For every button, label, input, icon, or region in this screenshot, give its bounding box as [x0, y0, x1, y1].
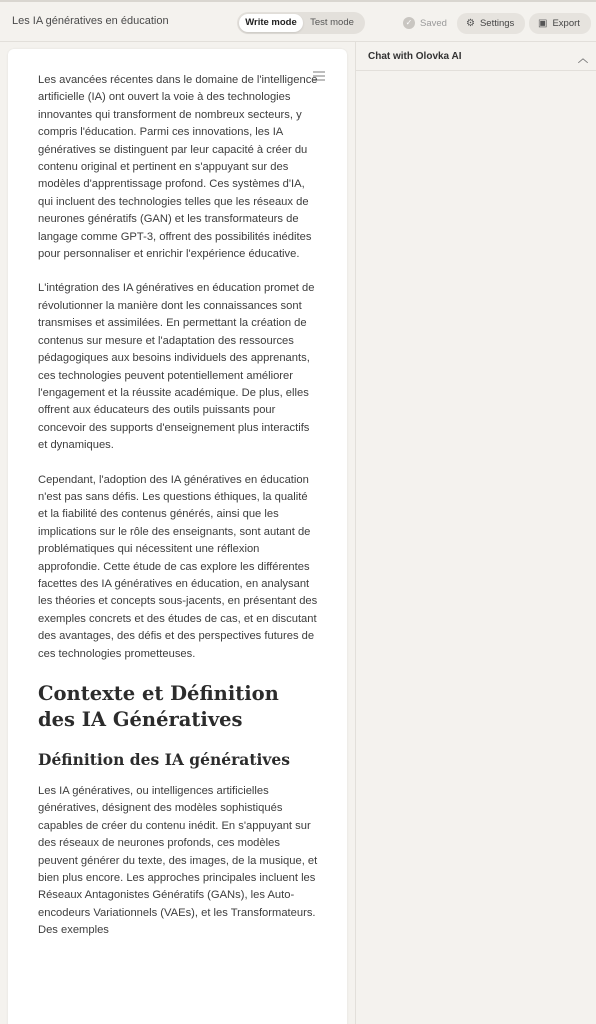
mode-toggle [237, 12, 365, 34]
gear-icon: ⚙ [466, 18, 475, 29]
export-label: Export [552, 18, 580, 29]
settings-label: Settings [479, 18, 515, 29]
top-bar [0, 0, 596, 42]
paragraph[interactable]: Les IA génératives, ou intelligences artificielles génératives, désignent des modèles sophistiqués capables de créer du contenu inédit. En s'appuyant sur des réseaux de neurones profonds, ces modèles peuvent générer du texte, des images, de la musique, et bien plus encore. Les approches principales incluent les Réseaux Antagonistes Génératifs (GANs), les Auto-encodeurs Variationnels (VAEs), et les Transformateurs. Des exemples [38, 785, 318, 937]
export-button[interactable] [529, 13, 591, 34]
saved-label: Saved [420, 17, 447, 29]
editor-card[interactable] [8, 49, 347, 1024]
subsection-heading[interactable]: Définition des IA génératives [38, 750, 290, 769]
test-mode-button[interactable]: Test mode [310, 17, 354, 28]
section-heading[interactable]: Contexte et Définition des IA Génératives [38, 682, 279, 731]
saved-status [403, 17, 447, 29]
paragraph[interactable]: L'intégration des IA génératives en éducation promet de révolutionner la manière dont les connaissances sont transmises et assimilées. En permettant la création de contenus sur mesure et l'adaptation des ressources pédagogiques aux besoins individuels des apprenants, ces technologies peuvent potentiellement améliorer l'engagement et la réussite académique. De plus, elles offrent aux éducateurs des outils puissants pour concevoir des supports d'enseignement plus interactifs et dynamiques. [38, 282, 315, 452]
document-title[interactable]: Les IA génératives en éducation [12, 15, 169, 27]
check-icon: ✓ [403, 17, 415, 29]
paragraph[interactable]: Cependant, l'adoption des IA génératives en éducation n'est pas sans défis. Les questions éthiques, la qualité et la fiabilité des contenus générés, ainsi que les implications sur le rôle des enseignants, sont autant de problématiques qui nécessitent une réflexion approfondie. Cette étude de cas explore les différentes facettes des IA génératives en éducation, en analysant les théories et concepts sous-jacents, en présentant des exemples concrets et des études de cas, et en discutant des avantages, des défis et des perspectives futures de ces technologies prometteuses. [38, 473, 318, 660]
paragraph[interactable]: Les avancées récentes dans le domaine de l'intelligence artificielle (IA) ont ouvert la voie à des technologies innovantes qui transforment de nombreux secteurs, y compris l'éducation. Parmi ces innovations, les IA génératives se distinguent par leur capacité à créer du contenu original et pertinent en s'appuyant sur des modèles d'apprentissage profond. Ces systèmes d'IA, qui incluent des technologies telles que les réseaux de neurones génératifs (GAN) et les transformateurs de langage comme GPT-3, offrent des possibilités inédites pour personnaliser et enrichir l'expérience éducative. [38, 74, 318, 261]
export-icon: ▣ [538, 18, 548, 29]
chevron-up-icon[interactable]: ︿ [578, 54, 588, 65]
settings-button[interactable] [457, 13, 525, 34]
chat-title: Chat with Olovka AI [368, 50, 462, 62]
editor-content[interactable] [38, 72, 318, 940]
chat-header[interactable] [356, 42, 596, 71]
write-mode-button[interactable]: Write mode [239, 14, 303, 32]
chat-panel [355, 42, 596, 1024]
